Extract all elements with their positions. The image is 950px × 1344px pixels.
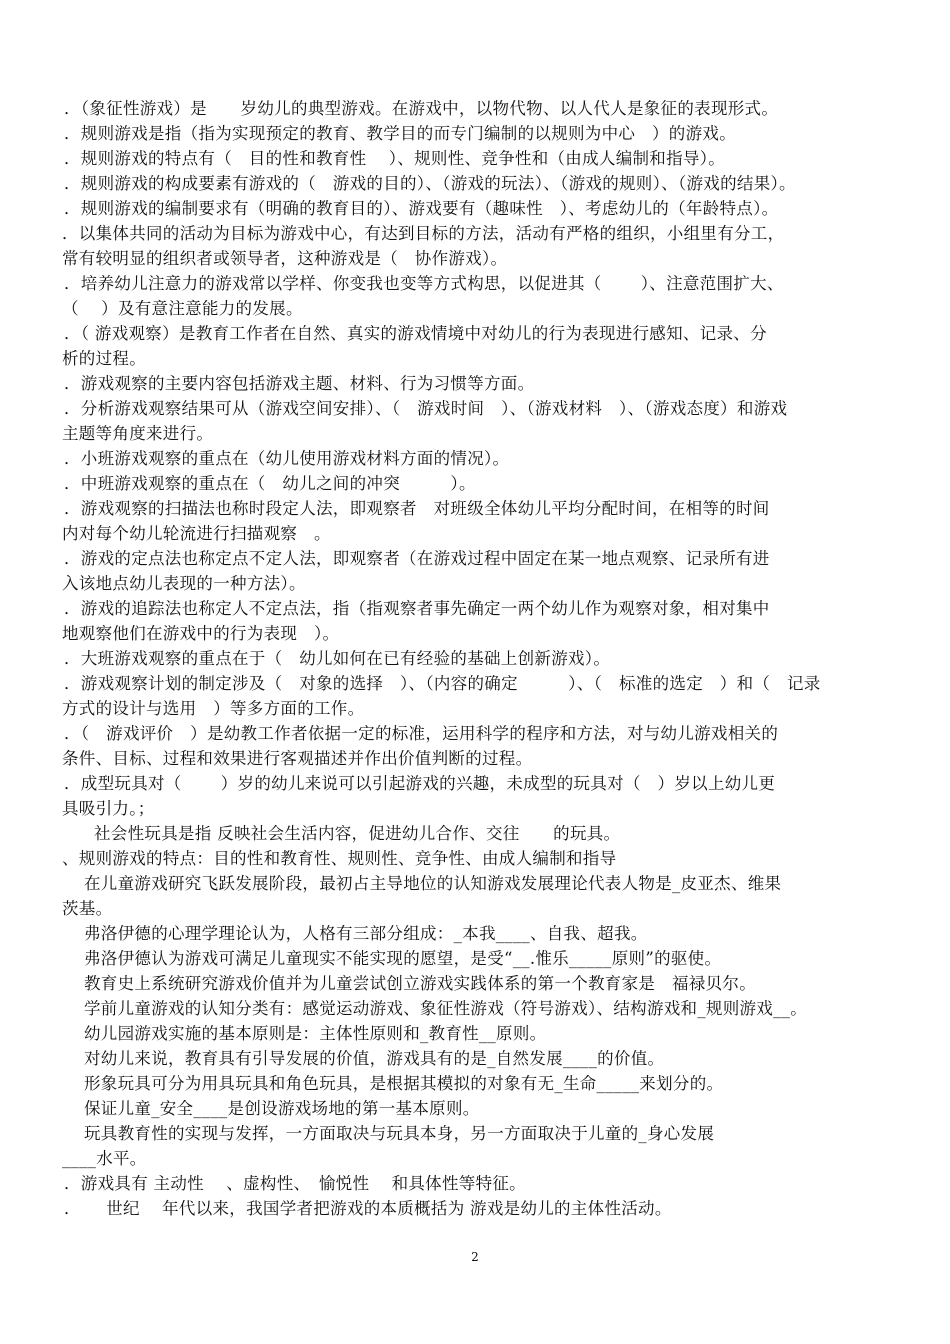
- page-number: 2: [471, 1250, 479, 1264]
- text-line: ．小班游戏观察的重点在（幼儿使用游戏材料方面的情况）。: [64, 449, 510, 468]
- text-line: ____水平。: [62, 1149, 147, 1168]
- text-line: ．游戏具有 主动性 、虚构性、 愉悦性 和具体性等特征。: [64, 1174, 526, 1193]
- text-line: 、规则游戏的特点：目的性和教育性、规则性、竞争性、由成人编制和指导: [62, 849, 617, 868]
- text-line: ．（象征性游戏）是 岁幼儿的典型游戏。在游戏中，以物代物、以人代人是象征的表现形式。: [64, 99, 779, 118]
- text-line: 弗洛伊德认为游戏可满足儿童现实不能实现的愿望，是受“__.惟乐_____原则”的驱使。: [84, 949, 722, 968]
- text-line: ．规则游戏是指（指为实现预定的教育、教学目的而专门编制的以规则为中心 ）的游戏。: [64, 124, 736, 143]
- text-line: 常有较明显的组织者或领导者，这种游戏是（ 协作游戏）。: [62, 249, 508, 268]
- text-line: ．游戏观察的扫描法也称时段定人法，即观察者 对班级全体幼儿平均分配时间，在相等的时间: [64, 499, 770, 518]
- text-line: 玩具教育性的实现与发挥，一方面取决与玩具本身，另一方面取决于儿童的_身心发展: [84, 1124, 715, 1143]
- text-line: ． 世纪 年代以来，我国学者把游戏的本质概括为 游戏是幼儿的主体性活动。: [64, 1199, 672, 1218]
- text-line: ．规则游戏的构成要素有游戏的（ 游戏的目的）、（游戏的玩法）、（游戏的规则）、（游戏的结果）。: [64, 174, 796, 193]
- text-line: 形象玩具可分为用具玩具和角色玩具，是根据其模拟的对象有无_生命_____来划分的。: [84, 1074, 724, 1093]
- text-line: ．规则游戏的编制要求有（明确的教育目的）、游戏要有（趣味性 ）、考虑幼儿的（年龄特点）。: [64, 199, 779, 218]
- text-line: 对幼儿来说，教育具有引导发展的价值，游戏具有的是_自然发展____的价值。: [84, 1049, 665, 1068]
- text-line: 幼儿园游戏实施的基本原则是：主体性原则和_教育性__原则。: [84, 1024, 547, 1043]
- text-line: 主题等角度来进行。: [62, 424, 214, 443]
- text-line: ．培养幼儿注意力的游戏常以学样、你变我也变等方式构思，以促进其（ ）、注意范围扩大、: [64, 274, 784, 293]
- text-line: 条件、目标、过程和效果进行客观描述并作出价值判断的过程。: [62, 749, 533, 768]
- text-line: ．规则游戏的特点有（ 目的性和教育性 ）、规则性、竞争性和（由成人编制和指导）。: [64, 149, 726, 168]
- text-line: ．（ 游戏观察）是教育工作者在自然、真实的游戏情境中对幼儿的行为表现进行感知、记录、分: [64, 324, 767, 343]
- text-line: ．中班游戏观察的重点在（ 幼儿之间的冲突 ）。: [64, 474, 476, 493]
- text-line: 内对每个幼儿轮流进行扫描观察 。: [62, 524, 331, 543]
- text-line: 地观察他们在游戏中的行为表现 ）。: [62, 624, 340, 643]
- text-line: ．（ 游戏评价 ）是幼教工作者依据一定的标准，运用科学的程序和方法，对与幼儿游戏相关的: [64, 724, 779, 743]
- text-line: ．游戏观察计划的制定涉及（ 对象的选择 ）、（内容的确定 ）、（ 标准的选定 ）和（ 记录: [64, 674, 821, 693]
- text-line: （ ）及有意注意能力的发展。: [62, 299, 303, 318]
- text-line: ．游戏观察的主要内容包括游戏主题、材料、行为习惯等方面。: [64, 374, 535, 393]
- text-line: ．成型玩具对（ ）岁的幼儿来说可以引起游戏的兴趣，未成型的玩具对（ ）岁以上幼儿更: [64, 774, 776, 793]
- text-line: ．以集体共同的活动为目标为游戏中心，有达到目标的方法，活动有严格的组织，小组里有分工，: [62, 224, 785, 243]
- text-line: 茨基。: [62, 899, 113, 918]
- text-line: 社会性玩具是指 反映社会生活内容，促进幼儿合作、交往 的玩具。: [94, 824, 621, 843]
- text-line: 教育史上系统研究游戏价值并为儿童尝试创立游戏实践体系的第一个教育家是 福禄贝尔。: [84, 974, 756, 993]
- text-line: ．游戏的追踪法也称定人不定点法，指（指观察者事先确定一两个幼儿作为观察对象，相对集中: [64, 599, 770, 618]
- text-line: 析的过程。: [62, 349, 146, 368]
- text-line: 方式的设计与选用 ）等多方面的工作。: [62, 699, 365, 718]
- document-body: [62, 96, 890, 1221]
- text-line: ．游戏的定点法也称定点不定人法，即观察者（在游戏过程中固定在某一地点观察、记录所有进: [64, 549, 770, 568]
- text-line: 入该地点幼儿表现的一种方法）。: [62, 574, 306, 593]
- text-line: 具吸引力。；: [62, 799, 155, 818]
- text-line: 保证儿童_安全____是创设游戏场地的第一基本原则。: [84, 1099, 480, 1118]
- text-line: ．分析游戏观察结果可从（游戏空间安排）、（ 游戏时间 ）、（游戏材料 ）、（游戏态度）和游戏: [64, 399, 788, 418]
- text-line: ．大班游戏观察的重点在于（ 幼儿如何在已有经验的基础上创新游戏）。: [64, 649, 611, 668]
- text-line: 弗洛伊德的心理学理论认为，人格有三部分组成：_本我____、自我、超我。: [84, 924, 648, 943]
- text-line: 学前儿童游戏的认知分类有：感觉运动游戏、象征性游戏（符号游戏）、结构游戏和_规则游戏__。: [84, 999, 807, 1018]
- text-line: 在儿童游戏研究飞跃发展阶段，最初占主导地位的认知游戏发展理论代表人物是_皮亚杰、维果: [84, 874, 782, 893]
